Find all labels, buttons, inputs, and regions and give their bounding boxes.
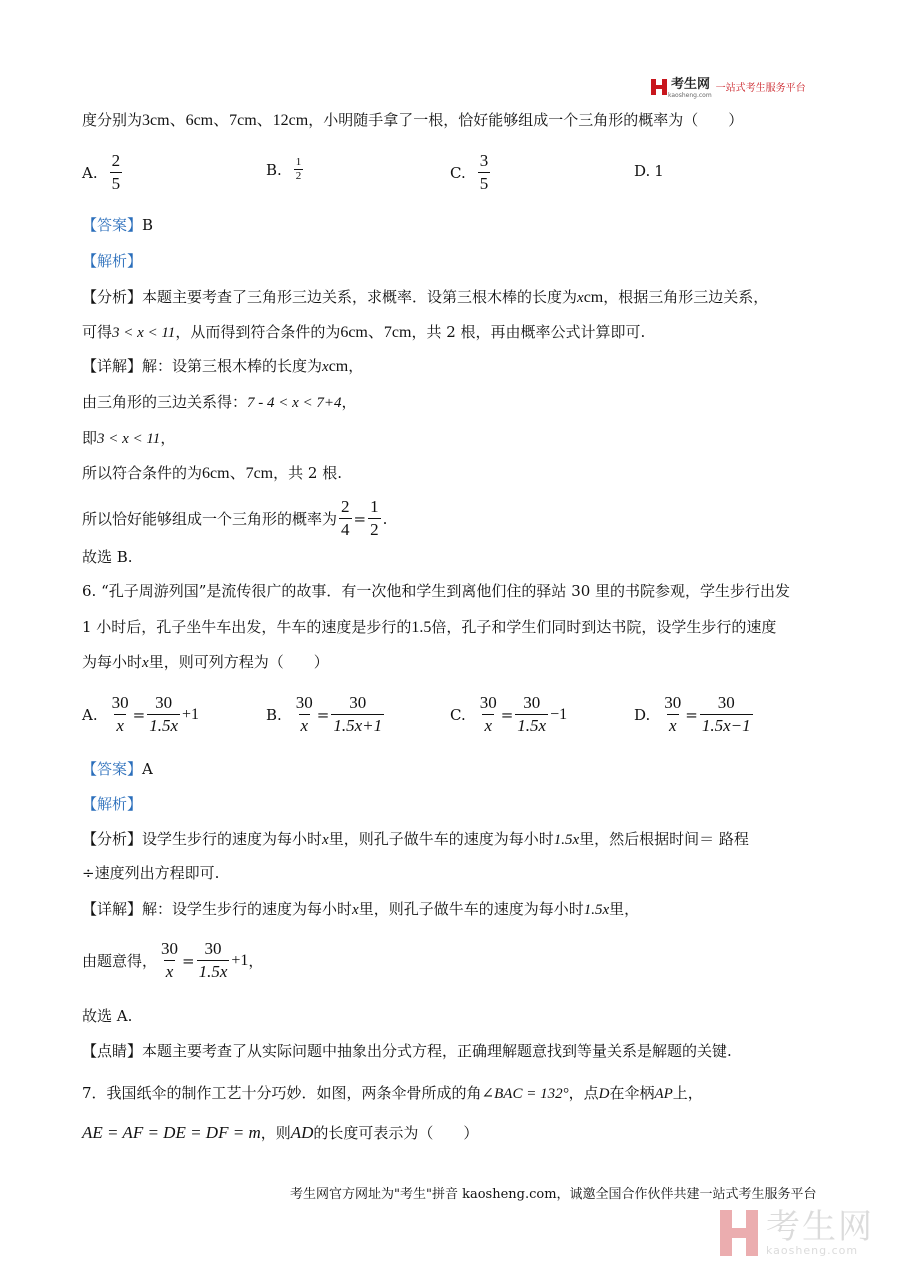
denominator: x bbox=[165, 962, 174, 981]
text: 在伞柄 bbox=[609, 1084, 655, 1102]
answer-tag: 【答案】 bbox=[82, 216, 143, 234]
fraction bbox=[110, 692, 131, 737]
fraction bbox=[331, 692, 384, 737]
denominator: 4 bbox=[341, 520, 350, 539]
numerator: 30 bbox=[161, 939, 179, 958]
fraction bbox=[515, 692, 548, 737]
numerator: 30 bbox=[204, 939, 222, 958]
text: . bbox=[382, 509, 388, 528]
numerator: 30 bbox=[349, 693, 367, 712]
math-var: x bbox=[577, 290, 584, 306]
math-inequality: 3 < x < 11 bbox=[112, 325, 176, 341]
unit: cm bbox=[328, 358, 349, 375]
logo-domain: kaosheng.com bbox=[668, 92, 712, 99]
math-var: x bbox=[352, 902, 359, 918]
text: 本题主要考查了三角形三边关系，求概率．设第三根木棒的长度为 bbox=[142, 288, 578, 306]
text: 里，然后根据时间＝ 路程 bbox=[579, 830, 749, 848]
math-var: x bbox=[142, 655, 149, 671]
dianjing-tag: 【点睛】 bbox=[82, 1042, 143, 1060]
numerator: 2 bbox=[341, 497, 350, 516]
q5-xiangjie-line5 bbox=[82, 496, 387, 541]
denominator: x bbox=[668, 716, 677, 735]
watermark-text bbox=[766, 1206, 874, 1257]
q6-dianjing bbox=[82, 1041, 732, 1061]
logo-slogan: 一站式考生服务平台 bbox=[715, 83, 806, 94]
text: 所以符合条件的为 bbox=[82, 464, 203, 482]
q5-fenxi-line1 bbox=[82, 287, 768, 308]
denominator: 1.5x bbox=[517, 716, 547, 735]
denominator: 1.5x bbox=[198, 962, 228, 981]
watermark bbox=[718, 1208, 874, 1258]
text: 解：设学生步行的速度为每小时 bbox=[142, 900, 353, 918]
text: 本题主要考查了从实际问题中抽象出分式方程，正确理解题意找到等量关系是解题的关键. bbox=[142, 1042, 732, 1060]
text: ，共 2 根，再由概率公式计算即可. bbox=[411, 323, 646, 341]
unit: cm bbox=[583, 289, 604, 306]
text: 里，则可列方程为（ ） bbox=[148, 653, 329, 671]
math-equation: AE = AF = DE = DF = m bbox=[82, 1123, 261, 1142]
fraction bbox=[294, 692, 315, 737]
text: ， bbox=[348, 357, 364, 375]
xiangjie-tag: 【详解】 bbox=[82, 900, 143, 918]
values: 6cm、7cm bbox=[340, 324, 412, 341]
q5-answer bbox=[82, 215, 153, 235]
q5-xiangjie-line3 bbox=[82, 428, 175, 449]
q5-conclusion: 故选 B. bbox=[82, 548, 133, 566]
option-label: D. bbox=[634, 162, 651, 180]
text: 里，则孔子做牛车的速度为每小时 bbox=[358, 900, 584, 918]
math-expr: 1.5x bbox=[553, 832, 580, 848]
q5-xiangjie-line4 bbox=[82, 463, 342, 484]
q5-option-c bbox=[450, 150, 492, 195]
fraction bbox=[368, 496, 381, 541]
text: ， bbox=[248, 952, 264, 970]
q5-option-b bbox=[266, 156, 305, 183]
text: 为每小时 bbox=[82, 653, 143, 671]
text: 里，则孔子做牛车的速度为每小时 bbox=[328, 830, 554, 848]
fraction bbox=[700, 692, 753, 737]
math-point: D bbox=[598, 1086, 610, 1102]
tail: +1 bbox=[181, 705, 200, 723]
math-segment: AP bbox=[654, 1086, 673, 1102]
q5-stem-prefix: 度分别为 bbox=[82, 111, 143, 129]
watermark-name: 考生网 bbox=[766, 1206, 874, 1247]
fenxi-tag: 【分析】 bbox=[82, 830, 143, 848]
text: 设学生步行的速度为每小时 bbox=[142, 830, 323, 848]
denominator: 2 bbox=[370, 520, 379, 539]
q5-fenxi-line2 bbox=[82, 322, 645, 343]
fraction bbox=[478, 692, 499, 737]
text: 上， bbox=[672, 1084, 703, 1102]
q6-fenxi-line1 bbox=[82, 829, 749, 850]
kaosheng-logo-icon bbox=[650, 78, 668, 96]
option-label: B. bbox=[266, 705, 282, 724]
text: ， bbox=[160, 429, 176, 447]
header-logo bbox=[650, 74, 806, 99]
numerator: 1 bbox=[370, 497, 379, 516]
denominator: 1.5x−1 bbox=[701, 716, 751, 735]
q6-xiangjie-line2 bbox=[82, 938, 263, 983]
equals: = bbox=[353, 509, 367, 528]
fenxi-tag: 【分析】 bbox=[82, 288, 143, 306]
text: ，根据三角形三边关系， bbox=[603, 288, 769, 306]
option-label: A. bbox=[82, 705, 98, 724]
q6-option-d: D. $\frac{30}{x}$ = $\frac{30}{1.5x-1}$ bbox=[634, 693, 751, 735]
option-label: C. bbox=[450, 163, 466, 182]
xiangjie-tag: 【详解】 bbox=[82, 357, 143, 375]
q5-stem bbox=[82, 110, 743, 131]
fraction bbox=[294, 156, 304, 183]
equals: = bbox=[182, 951, 195, 970]
math-inequality: 7 - 4 < x < 7+4 bbox=[247, 395, 342, 411]
text: 里， bbox=[609, 900, 640, 918]
q6-xiangjie-line1 bbox=[82, 899, 639, 920]
numerator: 3 bbox=[479, 151, 489, 170]
option-label: D. bbox=[634, 705, 651, 724]
q5-option-a bbox=[82, 150, 124, 195]
text: ， bbox=[341, 393, 357, 411]
text: 7．我国纸伞的制作工艺十分巧妙．如图，两条伞骨所成的角 bbox=[82, 1084, 482, 1102]
footer-text: 考生网官方网址为"考生"拼音 kaosheng.com，诚邀全国合作伙伴共建一站式考生服务平台 bbox=[290, 1187, 817, 1202]
numerator: 30 bbox=[295, 693, 313, 712]
numerator: 30 bbox=[479, 693, 497, 712]
option-label: B. bbox=[266, 160, 282, 179]
q6-fenxi-line2: ÷速度列出方程即可. bbox=[82, 864, 220, 882]
q6-stem-line1: 6. “孔子周游列国”是流传很广的故事．有一次他和学生到离他们住的驿站 30 里的书院参观，学生步行出发 bbox=[82, 582, 791, 600]
option-text: 1 bbox=[654, 162, 664, 180]
option-label: C. bbox=[450, 705, 466, 724]
numerator: 30 bbox=[155, 693, 173, 712]
q6-answer bbox=[82, 759, 153, 779]
q6-option-b: B. $\frac{30}{x}$ = $\frac{30}{1.5x+1}$ bbox=[266, 693, 383, 735]
analysis-tag: 【解析】 bbox=[82, 795, 143, 813]
watermark-domain: kaosheng.com bbox=[766, 1243, 859, 1257]
q6-option-c: C. $\frac{30}{x}$ = $\frac{30}{1.5x}$ −1 bbox=[450, 693, 568, 735]
text: ，共 2 根. bbox=[273, 464, 342, 482]
text: ，则 bbox=[260, 1124, 291, 1142]
text: 倍，孔子和学生们同时到达书院，设学生步行的速度 bbox=[431, 618, 777, 636]
logo-text bbox=[668, 74, 712, 99]
fraction bbox=[478, 150, 491, 195]
text: 可得 bbox=[82, 323, 113, 341]
tail: −1 bbox=[550, 705, 568, 723]
q6-stem-line3 bbox=[82, 652, 329, 673]
math-expr: 1.5x bbox=[583, 902, 610, 918]
fraction bbox=[662, 692, 683, 737]
q5-stem-suffix: ，小明随手拿了一根，恰好能够组成一个三角形的概率为（ ） bbox=[308, 111, 744, 129]
text: 解：设第三根木棒的长度为 bbox=[142, 357, 323, 375]
denominator: 5 bbox=[479, 174, 489, 193]
math-var: x bbox=[322, 832, 329, 848]
text: ，从而得到符合条件的为 bbox=[175, 323, 341, 341]
numerator: 30 bbox=[111, 693, 129, 712]
numerator: 1 bbox=[295, 156, 302, 168]
tail: +1 bbox=[231, 951, 249, 969]
answer-value: A bbox=[142, 760, 153, 778]
fraction bbox=[197, 938, 230, 983]
numerator: 2 bbox=[111, 151, 121, 170]
q6-analysis-tag bbox=[82, 794, 142, 814]
text: 1 小时后，孔子坐牛车出发，牛车的速度是步行的 bbox=[82, 618, 412, 636]
text: 由题意得， bbox=[82, 952, 158, 970]
values: 6cm、7cm bbox=[202, 465, 274, 482]
q6-option-a: A. $\frac{30}{x}$ = $\frac{30}{1.5x}$ +1 bbox=[82, 693, 200, 735]
q5-analysis-tag bbox=[82, 251, 142, 271]
math-inequality: 3 < x < 11 bbox=[97, 431, 161, 447]
denominator: x bbox=[484, 716, 492, 735]
math-var: x bbox=[322, 359, 329, 375]
math-segment: AD bbox=[290, 1123, 314, 1142]
math-angle: ∠BAC = 132° bbox=[481, 1086, 569, 1102]
number: 1.5 bbox=[411, 619, 432, 636]
logo-name: 考生网 bbox=[671, 77, 711, 92]
text: 的长度可表示为（ ） bbox=[313, 1124, 479, 1142]
fraction bbox=[339, 496, 352, 541]
numerator: 30 bbox=[664, 693, 682, 712]
q6-stem-line2 bbox=[82, 617, 776, 638]
numerator: 30 bbox=[523, 693, 541, 712]
fraction bbox=[147, 692, 180, 737]
answer-tag: 【答案】 bbox=[82, 760, 143, 778]
q5-xiangjie-line2 bbox=[82, 392, 357, 413]
fraction bbox=[159, 938, 180, 983]
text: ，点 bbox=[568, 1084, 599, 1102]
q5-lengths: 3cm、6cm、7cm、12cm bbox=[142, 112, 309, 129]
denominator: 1.5x bbox=[149, 716, 178, 735]
answer-value: B bbox=[142, 216, 154, 234]
denominator: 2 bbox=[295, 170, 302, 182]
fraction bbox=[110, 150, 123, 195]
text: 即 bbox=[82, 429, 98, 447]
text: 由三角形的三边关系得： bbox=[82, 393, 248, 411]
q7-stem-line1 bbox=[82, 1083, 703, 1104]
q6-conclusion: 故选 A. bbox=[82, 1007, 133, 1025]
option-label: A. bbox=[82, 163, 98, 182]
text: 所以恰好能够组成一个三角形的概率为 bbox=[82, 510, 338, 528]
q7-stem-line2 bbox=[82, 1123, 478, 1143]
denominator: x bbox=[300, 716, 309, 735]
numerator: 30 bbox=[717, 693, 735, 712]
q5-xiangjie-line1 bbox=[82, 356, 363, 377]
q5-option-d bbox=[634, 162, 664, 180]
denominator: 1.5x+1 bbox=[333, 716, 383, 735]
denominator: 5 bbox=[111, 174, 121, 193]
denominator: x bbox=[116, 716, 124, 735]
watermark-logo-icon bbox=[718, 1208, 760, 1258]
analysis-tag: 【解析】 bbox=[82, 252, 143, 270]
